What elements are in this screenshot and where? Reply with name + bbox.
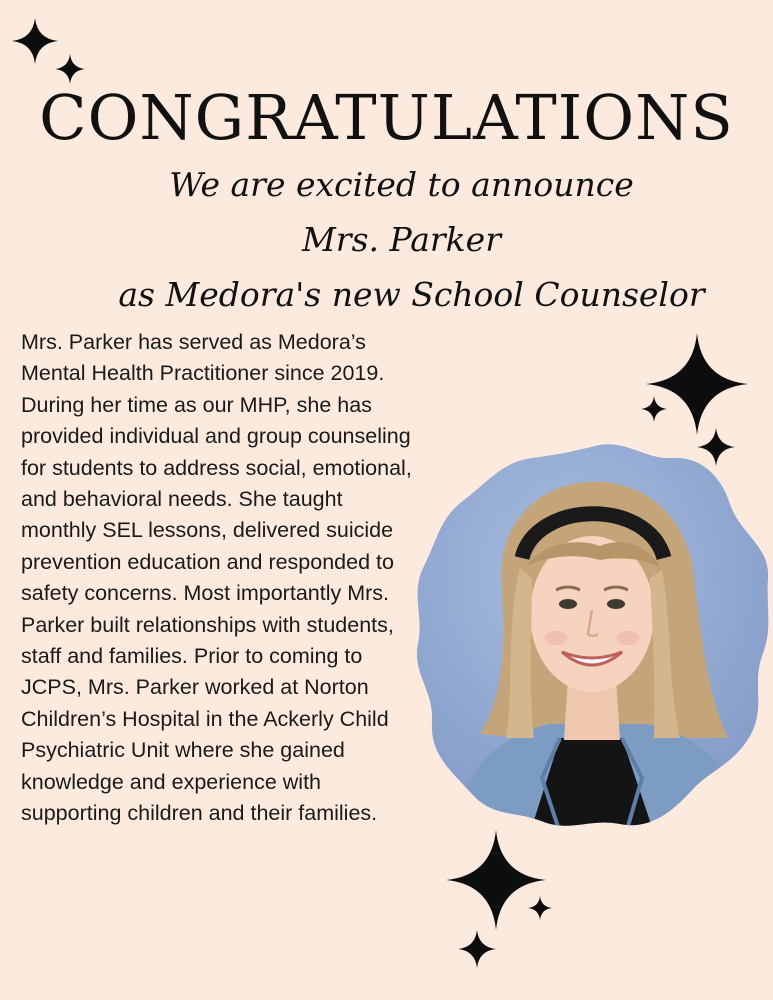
counselor-photo bbox=[410, 438, 773, 833]
subtitle-line-3: as Medora's new School Counselor bbox=[118, 275, 705, 314]
sparkle-icon bbox=[641, 396, 667, 422]
headline: CONGRATULATIONS bbox=[39, 81, 734, 154]
sparkle-icon bbox=[458, 930, 496, 968]
announcement-body: Mrs. Parker has served as Medora’s Mental Health Practitioner since 2019. During her time as our MHP, she has provided individual and group counseling for students to address social, emotional, and behavioral needs. She taught monthly SEL lessons, delivered suicide prevention education and responded to safety concerns. Most importantly Mrs. Parker built relationships with students, staff and families. Prior to coming to JCPS, Mrs. Parker worked at Norton Children’s Hospital in the Ackerly Child Psychiatric Unit where she gained knowledge and experience with supporting children and their families. bbox=[21, 330, 412, 826]
subtitle-name: Mrs. Parker bbox=[302, 220, 501, 259]
subtitle-line-1: We are excited to announce bbox=[169, 165, 634, 204]
sparkle-icon bbox=[12, 18, 58, 64]
sparkle-icon bbox=[528, 896, 552, 920]
